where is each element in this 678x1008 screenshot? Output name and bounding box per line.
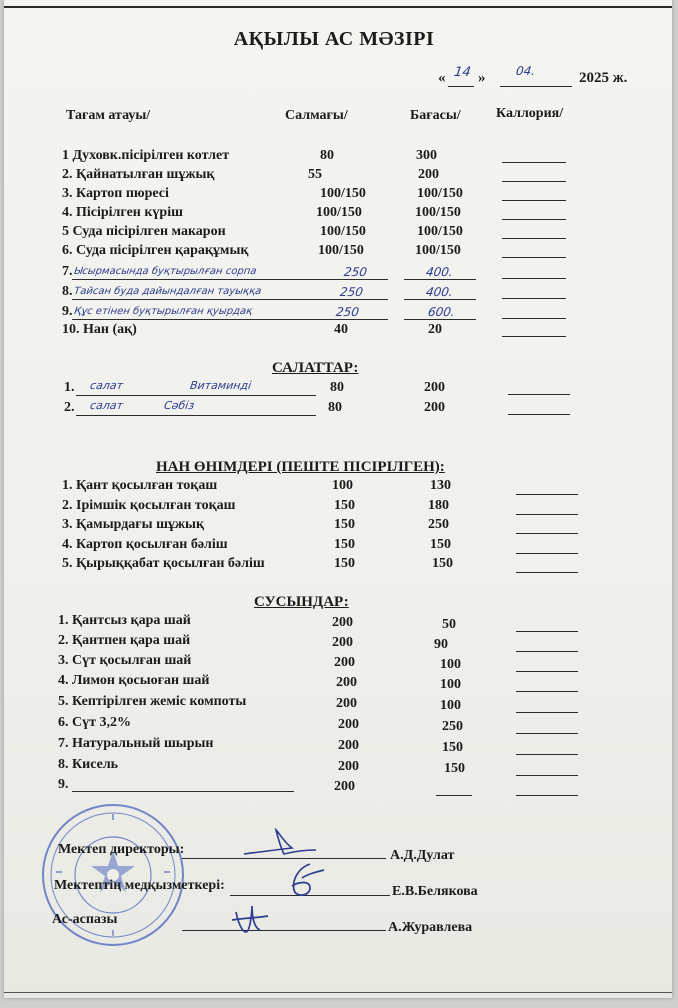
- drink-price: 100: [440, 698, 461, 713]
- bakery-weight: 150: [334, 537, 355, 552]
- item-name: Тайсан буда дайындалған тауыққа: [73, 286, 263, 297]
- drink-price: 150: [442, 740, 463, 755]
- salad-name-line: [76, 415, 316, 416]
- calorie-blank: [502, 257, 566, 258]
- director-signature: [240, 828, 320, 862]
- bakery-weight: 150: [334, 556, 355, 571]
- nurse-label: Мектептің медқызметкері:: [54, 878, 225, 893]
- drink-price: 250: [442, 719, 463, 734]
- drink-weight: 200: [336, 696, 357, 711]
- drink-name: 6. Сүт 3,2%: [58, 715, 131, 730]
- bakery-name: 2. Ірімшік қосылған тоқаш: [62, 498, 236, 513]
- calorie-blank: [502, 298, 566, 299]
- calorie-blank: [502, 219, 566, 220]
- item-number: 8.: [62, 284, 73, 299]
- bakery-weight: 150: [334, 498, 355, 513]
- drink-weight: 200: [334, 655, 355, 670]
- item-price: 300: [416, 148, 437, 163]
- drink-price: 100: [440, 657, 461, 672]
- salad-number: 2.: [64, 400, 75, 415]
- item-price: 600.: [427, 305, 456, 319]
- drink-weight: 200: [338, 717, 359, 732]
- salad-weight: 80: [330, 380, 344, 395]
- drink-weight: 200: [332, 615, 353, 630]
- item-name: 4. Пісірілген күріш: [62, 205, 183, 220]
- drink-name: 8. Кисель: [58, 757, 119, 772]
- item-price: 200: [418, 167, 439, 182]
- item-price: 100/150: [415, 205, 461, 220]
- drink-price: 150: [444, 761, 465, 776]
- calorie-blank: [516, 514, 578, 515]
- salad-number: 1.: [64, 380, 75, 395]
- drink-weight: 200: [336, 675, 357, 690]
- date-day-line: [448, 86, 474, 87]
- bakery-price: 150: [432, 556, 453, 571]
- bakery-name: 1. Қант қосылған тоқаш: [62, 478, 218, 493]
- calorie-blank: [516, 671, 578, 672]
- drink-price: 90: [434, 637, 448, 652]
- header-weight: Салмағы/: [285, 108, 348, 123]
- item-weight: 250: [335, 305, 360, 319]
- calorie-blank: [502, 162, 566, 163]
- salad-detail: Витаминді: [189, 379, 253, 392]
- calorie-blank: [502, 318, 566, 319]
- nurse-name: Е.В.Белякова: [392, 884, 478, 899]
- date-day: 14: [453, 65, 472, 80]
- item-weight: 250: [339, 285, 364, 299]
- calorie-blank: [502, 238, 566, 239]
- item-weight: 100/150: [316, 205, 362, 220]
- item-weight: 80: [320, 148, 334, 163]
- item-weight: 100/150: [320, 224, 366, 239]
- item-price-line: [404, 279, 476, 280]
- calorie-blank: [516, 712, 578, 713]
- drink-price: 100: [440, 677, 461, 692]
- item-number: 7.: [62, 264, 73, 279]
- drink-name: 7. Натуральный шырын: [58, 736, 214, 751]
- bakery-weight: 100: [332, 478, 353, 493]
- bakery-price: 180: [428, 498, 449, 513]
- header-calories: Каллория/: [496, 106, 564, 121]
- salad-name-line: [76, 395, 316, 396]
- date-open-quote: «: [438, 70, 446, 86]
- item-weight: 250: [343, 265, 368, 279]
- bakery-name: 5. Қырыққабат қосылған бәліш: [62, 556, 265, 571]
- director-name: А.Д.Дулат: [390, 848, 455, 863]
- salad-name: салат: [89, 399, 124, 412]
- drink-price: 50: [442, 617, 456, 632]
- salad-price: 200: [424, 400, 445, 415]
- item-price: 100/150: [417, 224, 463, 239]
- page-title: АҚЫЛЫ АС МӘЗІРІ: [233, 28, 435, 50]
- bakery-price: 250: [428, 517, 449, 532]
- drink-weight: 200: [338, 738, 359, 753]
- drink-name: 2. Қантпен қара шай: [58, 633, 191, 648]
- bottom-border: [4, 992, 672, 993]
- item-name: 10. Нан (ақ): [62, 322, 137, 337]
- item-name-line: [72, 299, 332, 300]
- drink-name-blank: [72, 791, 294, 792]
- top-border: [4, 6, 672, 8]
- director-label: Мектеп директоры:: [58, 842, 185, 857]
- item-price: 400.: [425, 285, 454, 299]
- cook-name: А.Журавлева: [388, 920, 473, 935]
- calorie-blank: [516, 691, 578, 692]
- item-name: 5 Суда пісірілген макарон: [62, 224, 226, 239]
- header-name: Тағам атауы/: [66, 108, 151, 123]
- item-name: 2. Қайнатылған шұжық: [62, 167, 215, 182]
- cook-label: Ас-аспазы: [52, 912, 118, 927]
- drink-weight: 200: [332, 635, 353, 650]
- item-price: 400.: [425, 265, 454, 279]
- item-weight: 100/150: [320, 186, 366, 201]
- item-price-line: [404, 319, 476, 320]
- date-month: 04.: [515, 64, 537, 78]
- date-year: 2025 ж.: [579, 70, 628, 86]
- item-weight-line: [316, 299, 388, 300]
- calorie-blank: [516, 775, 578, 776]
- drink-name: 1. Қантсыз қара шай: [58, 613, 191, 628]
- calorie-blank: [508, 414, 570, 415]
- calorie-blank: [502, 336, 566, 337]
- salad-detail: Сәбіз: [163, 399, 196, 412]
- item-name: 6. Суда пісірілген қарақұмық: [62, 243, 249, 258]
- bakery-title: НАН ӨНІМДЕРІ (ПЕШТЕ ПІСІРІЛГЕН):: [156, 459, 445, 475]
- item-weight: 40: [334, 322, 348, 337]
- drink-weight: 200: [338, 759, 359, 774]
- item-name-line: [72, 279, 332, 280]
- item-price: 20: [428, 322, 442, 337]
- item-name: Ысырмасында буқтырылған сорпа: [73, 266, 258, 277]
- salads-title: САЛАТТАР:: [272, 360, 359, 376]
- calorie-blank: [516, 572, 578, 573]
- date-close-quote: »: [478, 70, 486, 86]
- item-weight-line: [316, 279, 388, 280]
- bakery-price: 130: [430, 478, 451, 493]
- salad-price: 200: [424, 380, 445, 395]
- calorie-blank: [516, 795, 578, 796]
- item-weight-line: [316, 319, 388, 320]
- item-price: 100/150: [417, 186, 463, 201]
- calorie-blank: [516, 754, 578, 755]
- nurse-signature: [280, 860, 328, 900]
- salad-name: салат: [89, 379, 124, 392]
- calorie-blank: [516, 631, 578, 632]
- calorie-blank: [516, 733, 578, 734]
- item-weight: 55: [308, 167, 322, 182]
- calorie-blank: [516, 533, 578, 534]
- item-price: 100/150: [415, 243, 461, 258]
- menu-sheet: [4, 0, 672, 998]
- cook-signature: [230, 902, 270, 936]
- item-name-line: [72, 319, 332, 320]
- bakery-name: 4. Картоп қосылған бәліш: [62, 537, 228, 552]
- drink-weight: 200: [334, 779, 355, 794]
- bakery-price: 150: [430, 537, 451, 552]
- calorie-blank: [508, 394, 570, 395]
- item-name: 1 Духовк.пісірілген котлет: [62, 148, 230, 163]
- item-price-line: [404, 299, 476, 300]
- bakery-name: 3. Қамырдағы шұжық: [62, 517, 205, 532]
- item-name: 3. Картоп пюресі: [62, 186, 169, 201]
- calorie-blank: [502, 200, 566, 201]
- calorie-blank: [516, 494, 578, 495]
- item-number: 9.: [62, 304, 73, 319]
- calorie-blank: [516, 651, 578, 652]
- drinks-title: СУСЫНДАР:: [254, 594, 349, 610]
- salad-weight: 80: [328, 400, 342, 415]
- bakery-weight: 150: [334, 517, 355, 532]
- drink-name: 5. Кептірілген жеміс компоты: [58, 694, 247, 709]
- drink-name: 4. Лимон қосыоған шай: [58, 673, 210, 688]
- drink-price-blank: [436, 795, 472, 796]
- drink-name: 3. Сүт қосылған шай: [58, 653, 192, 668]
- date-month-line: [500, 86, 572, 87]
- header-price: Бағасы/: [410, 108, 461, 123]
- calorie-blank: [516, 553, 578, 554]
- item-weight: 100/150: [318, 243, 364, 258]
- cook-sign-line: [182, 930, 386, 931]
- drink-name: 9.: [58, 777, 69, 792]
- calorie-blank: [502, 181, 566, 182]
- calorie-blank: [502, 278, 566, 279]
- item-name: Құс етінен буқтырылған қуырдақ: [73, 306, 253, 317]
